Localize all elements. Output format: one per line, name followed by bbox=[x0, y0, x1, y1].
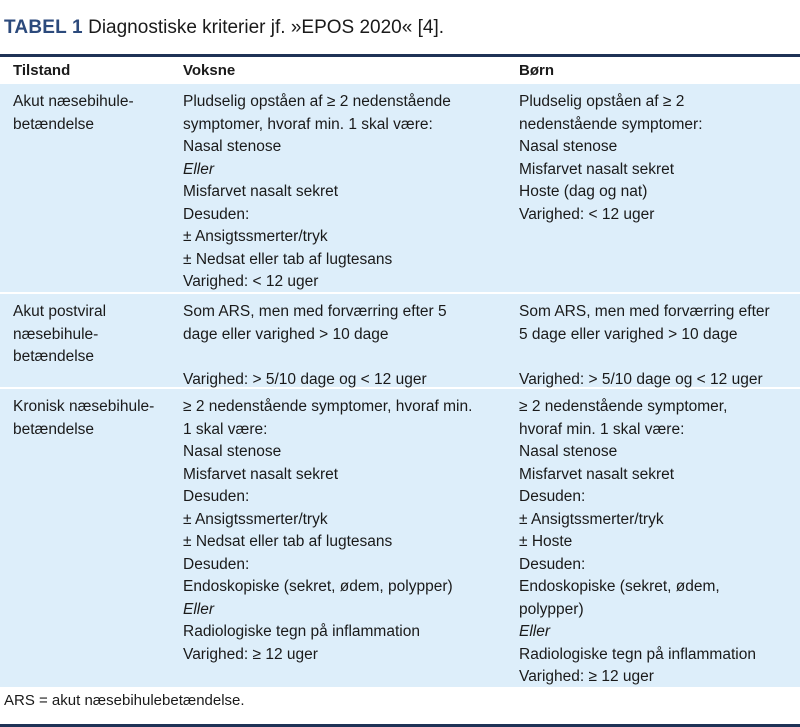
children-criteria-line: Nasal stenose bbox=[519, 138, 618, 155]
condition-text: Akut næsebihule- bbox=[13, 93, 134, 110]
adults-criteria-line: Eller bbox=[183, 160, 215, 178]
adults-criteria-line: Misfarvet nasalt sekret bbox=[183, 183, 339, 200]
condition-text: betændelse bbox=[13, 348, 95, 365]
adults-criteria-line: Pludselig opståen af ≥ 2 nedenstående bbox=[183, 93, 451, 110]
condition-text: betændelse bbox=[13, 115, 95, 133]
adults-criteria-line: Varighed: ≥ 12 uger bbox=[183, 645, 318, 663]
children-criteria-line: Hoste (dag og nat) bbox=[519, 183, 648, 200]
adults-criteria-line: Varighed: > 5/10 dage og < 12 uger bbox=[183, 370, 427, 388]
adults-criteria-line: ± Ansigtssmerter/tryk bbox=[183, 510, 328, 528]
table-caption bbox=[4, 17, 444, 39]
table-number: TABEL 1 bbox=[4, 17, 83, 38]
header-condition: Tilstand bbox=[13, 62, 71, 79]
children-criteria-line: Eller bbox=[519, 623, 551, 640]
adults-criteria-line: Desuden: bbox=[183, 205, 250, 223]
children-criteria-line: Varighed: < 12 uger bbox=[519, 205, 655, 223]
adults-criteria-line: Nasal stenose bbox=[183, 138, 282, 155]
children-criteria-line: Pludselig opståen af ≥ 2 bbox=[519, 93, 685, 110]
children-criteria-line: Radiologiske tegn på inflammation bbox=[519, 645, 756, 663]
top-rule bbox=[0, 54, 800, 57]
children-criteria-line: ± Hoste bbox=[519, 533, 573, 550]
adults-criteria-line: Desuden: bbox=[183, 555, 250, 573]
header-children: Børn bbox=[519, 62, 554, 79]
children-criteria-line: Misfarvet nasalt sekret bbox=[519, 465, 675, 483]
condition-text: Kronisk næsebihule- bbox=[13, 398, 155, 415]
adults-criteria-line: Varighed: < 12 uger bbox=[183, 273, 319, 290]
children-criteria-line: Nasal stenose bbox=[519, 443, 618, 460]
children-criteria-line: Varighed: ≥ 12 uger bbox=[519, 668, 654, 685]
children-criteria-line: Som ARS, men med forværring efter bbox=[519, 303, 770, 320]
children-criteria-line: Desuden: bbox=[519, 555, 586, 573]
children-criteria-line: Varighed: > 5/10 dage og < 12 uger bbox=[519, 370, 763, 388]
adults-criteria-line: ± Nedsat eller tab af lugtesans bbox=[183, 250, 393, 268]
adults-criteria-line: Eller bbox=[183, 600, 215, 618]
table-footnote: ARS = akut næsebihulebetændelse. bbox=[4, 692, 245, 709]
adults-criteria-line: ± Nedsat eller tab af lugtesans bbox=[183, 533, 393, 550]
adults-criteria-line: Nasal stenose bbox=[183, 443, 282, 460]
adults-criteria-line: Som ARS, men med forværring efter 5 bbox=[183, 303, 447, 320]
children-criteria-line: hvoraf min. 1 skal være: bbox=[519, 420, 685, 438]
adults-criteria-line: ± Ansigtssmerter/tryk bbox=[183, 228, 328, 245]
adults-criteria-line: 1 skal være: bbox=[183, 420, 268, 438]
adults-criteria-line: Desuden: bbox=[183, 488, 250, 505]
adults-criteria-line: Radiologiske tegn på inflammation bbox=[183, 623, 420, 640]
header-adults: Voksne bbox=[183, 62, 236, 79]
table-title: Diagnostiske kriterier jf. »EPOS 2020« [4]. bbox=[88, 17, 444, 38]
condition-text: betændelse bbox=[13, 420, 95, 438]
adults-criteria-line: dage eller varighed > 10 dage bbox=[183, 325, 389, 343]
adults-criteria-line: symptomer, hvoraf min. 1 skal være: bbox=[183, 115, 433, 133]
children-criteria-line: polypper) bbox=[519, 600, 584, 618]
adults-criteria-line: Endoskopiske (sekret, ødem, polypper) bbox=[183, 578, 453, 595]
children-criteria-line: Desuden: bbox=[519, 488, 586, 505]
children-criteria-line: 5 dage eller varighed > 10 dage bbox=[519, 325, 738, 343]
children-criteria-line: ≥ 2 nedenstående symptomer, bbox=[519, 398, 728, 415]
condition-text: næsebihule- bbox=[13, 325, 99, 343]
adults-criteria-line: Misfarvet nasalt sekret bbox=[183, 465, 339, 483]
children-criteria-line: nedenstående symptomer: bbox=[519, 115, 703, 133]
adults-criteria-line: ≥ 2 nedenstående symptomer, hvoraf min. bbox=[183, 398, 473, 415]
children-criteria-line: ± Ansigtssmerter/tryk bbox=[519, 510, 664, 528]
children-criteria-line: Misfarvet nasalt sekret bbox=[519, 160, 675, 178]
condition-text: Akut postviral bbox=[13, 303, 107, 320]
children-criteria-line: Endoskopiske (sekret, ødem, bbox=[519, 578, 720, 595]
